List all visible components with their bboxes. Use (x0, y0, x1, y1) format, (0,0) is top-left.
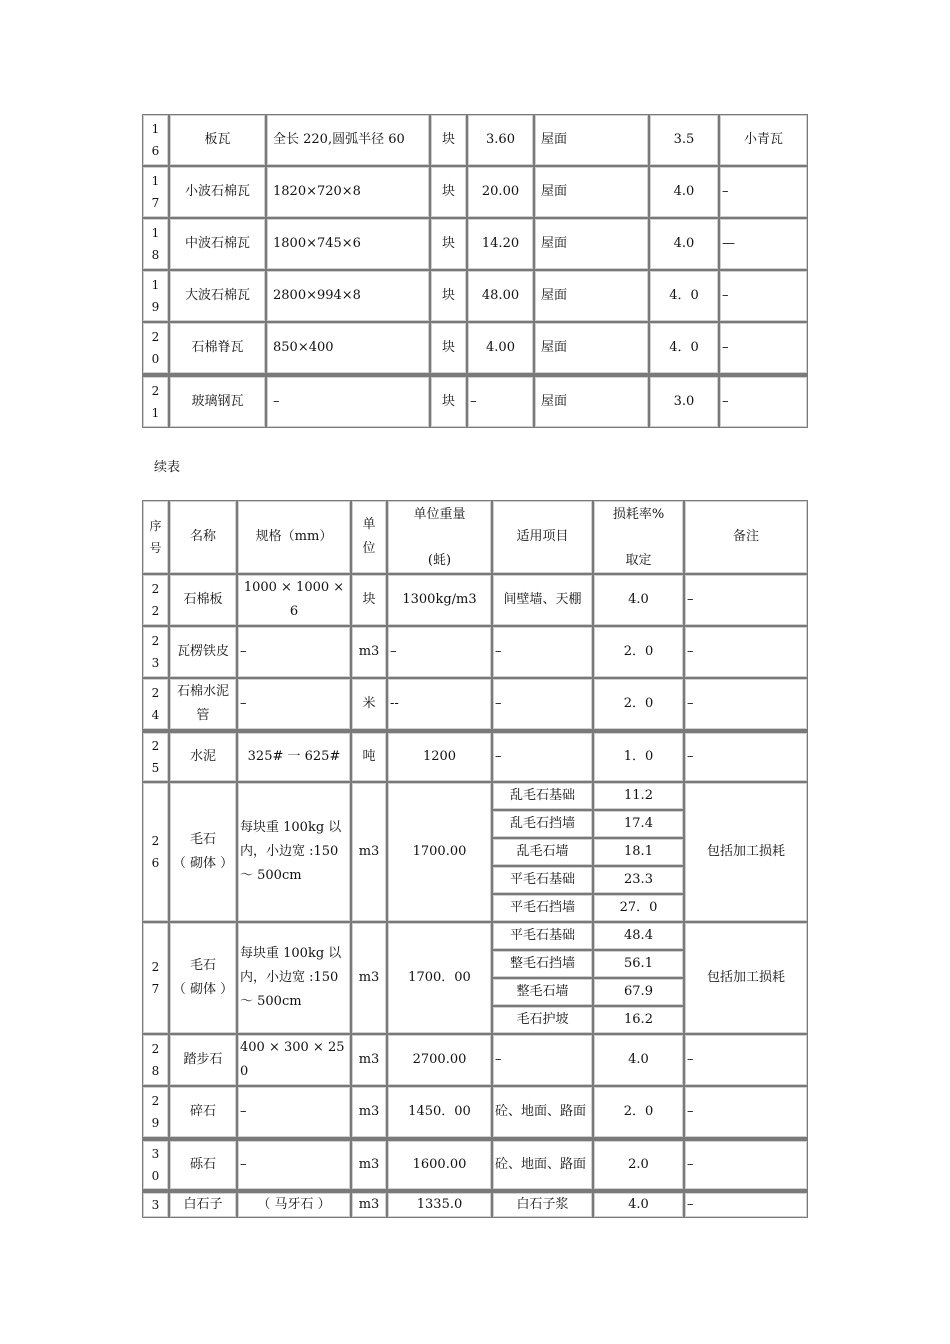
row-name: 碎石 (169, 1086, 237, 1138)
sub-loss: 67.9 (593, 978, 684, 1006)
material-table-part1 (142, 114, 808, 428)
row-seq: 2 1 (142, 374, 169, 428)
row-name: 板瓦 (169, 114, 266, 166)
header-loss: 损耗率% 取定 (593, 500, 684, 574)
row-weight: 1700．00 (387, 922, 492, 1034)
header-weight: 单位重量 (蚝) (387, 500, 492, 574)
row-spec: 400 × 300 × 250 (237, 1034, 351, 1086)
row-loss: 4．0 (649, 322, 719, 374)
row-weight: 4.00 (467, 322, 534, 374)
row-weight: 1300kg/m3 (387, 574, 492, 626)
row-name: 水泥 (169, 730, 237, 782)
row-seq: 2 9 (142, 1086, 169, 1138)
sub-use: 平毛石基础 (492, 922, 593, 950)
row-spec: 1000 × 1000 × 6 (237, 574, 351, 626)
table-row-24 (142, 678, 808, 730)
row-unit: m3 (351, 1086, 387, 1138)
row-note: 包括加工损耗 (684, 922, 808, 1034)
row-note: – (684, 1086, 808, 1138)
header-unit: 单 位 (351, 500, 387, 574)
row-unit: 块 (430, 374, 467, 428)
row-note: 小青瓦 (719, 114, 808, 166)
sub-loss: 17.4 (593, 810, 684, 838)
row-loss: 2．0 (593, 678, 684, 730)
row-name: 石棉脊瓦 (169, 322, 266, 374)
row-unit: 块 (430, 218, 467, 270)
row-spec: 2800×994×8 (266, 270, 430, 322)
row-name: 石棉水泥管 (169, 678, 237, 730)
table-row-27 (142, 922, 808, 950)
row-seq: 2 2 (142, 574, 169, 626)
row-seq: 1 7 (142, 166, 169, 218)
row-use: – (492, 678, 593, 730)
sub-use: 平毛石基础 (492, 866, 593, 894)
header-spec: 规格（mm） (237, 500, 351, 574)
row-use: 砼、地面、路面 (492, 1138, 593, 1190)
sub-loss: 16.2 (593, 1006, 684, 1034)
row-use: 屋面 (534, 270, 649, 322)
sub-use: 整毛石挡墙 (492, 950, 593, 978)
table-row-31 (142, 1190, 808, 1218)
row-spec: （ 马牙石 ） (237, 1190, 351, 1218)
row-note: – (684, 1190, 808, 1218)
continued-caption: 续表 (154, 460, 181, 475)
sub-loss: 11.2 (593, 782, 684, 810)
sub-loss: 27．0 (593, 894, 684, 922)
row-unit: m3 (351, 922, 387, 1034)
row-note: – (719, 166, 808, 218)
row-spec: 每块重 100kg 以内，小边宽 :150 ～ 500cm (237, 782, 351, 922)
row-seq: 1 6 (142, 114, 169, 166)
row-spec: 1800×745×6 (266, 218, 430, 270)
row-use: – (492, 626, 593, 678)
row-seq: 2 5 (142, 730, 169, 782)
row-unit: 吨 (351, 730, 387, 782)
row-use: – (492, 1034, 593, 1086)
table-row (142, 114, 808, 166)
row-weight: 1600.00 (387, 1138, 492, 1190)
row-unit: 米 (351, 678, 387, 730)
row-name: 白石子 (169, 1190, 237, 1218)
sub-use: 毛石护坡 (492, 1006, 593, 1034)
row-use: 白石子浆 (492, 1190, 593, 1218)
header-name: 名称 (169, 500, 237, 574)
row-weight: 3.60 (467, 114, 534, 166)
row-use: 屋面 (534, 114, 649, 166)
header-use: 适用项目 (492, 500, 593, 574)
row-note: — (719, 218, 808, 270)
table-row (142, 374, 808, 428)
row-weight: 20.00 (467, 166, 534, 218)
row-unit: 块 (351, 574, 387, 626)
sub-use: 平毛石挡墙 (492, 894, 593, 922)
sub-loss: 48.4 (593, 922, 684, 950)
table-row-23 (142, 626, 808, 678)
header-note: 备注 (684, 500, 808, 574)
row-name: 砾石 (169, 1138, 237, 1190)
row-unit: m3 (351, 1138, 387, 1190)
row-seq: 3 (142, 1190, 169, 1218)
row-weight: 1335.0 (387, 1190, 492, 1218)
row-unit: 块 (430, 322, 467, 374)
row-loss: 4．0 (649, 270, 719, 322)
row-use: 屋面 (534, 166, 649, 218)
row-note: – (684, 678, 808, 730)
row-spec: – (237, 1138, 351, 1190)
row-weight: 1700.00 (387, 782, 492, 922)
sub-use: 整毛石墙 (492, 978, 593, 1006)
row-note: – (719, 322, 808, 374)
row-name: 毛石 （ 砌体 ） (169, 782, 237, 922)
sub-use: 乱毛石挡墙 (492, 810, 593, 838)
table-row (142, 270, 808, 322)
row-name: 石棉板 (169, 574, 237, 626)
row-unit: 块 (430, 166, 467, 218)
row-weight: 2700.00 (387, 1034, 492, 1086)
row-weight: 1200 (387, 730, 492, 782)
row-loss: 2．0 (593, 1086, 684, 1138)
row-note: – (684, 574, 808, 626)
sub-loss: 23.3 (593, 866, 684, 894)
row-spec: – (237, 1086, 351, 1138)
row-name: 毛石 （ 砌体 ） (169, 922, 237, 1034)
row-seq: 2 3 (142, 626, 169, 678)
row-spec: 全长 220,圆弧半径 60 (266, 114, 430, 166)
row-loss: 4.0 (649, 218, 719, 270)
row-weight: 1450．00 (387, 1086, 492, 1138)
row-seq: 2 0 (142, 322, 169, 374)
row-unit: m3 (351, 626, 387, 678)
sub-use: 乱毛石基础 (492, 782, 593, 810)
row-seq: 1 9 (142, 270, 169, 322)
row-name: 大波石棉瓦 (169, 270, 266, 322)
row-loss: 1．0 (593, 730, 684, 782)
row-use: 屋面 (534, 218, 649, 270)
row-weight: – (387, 626, 492, 678)
sub-use: 乱毛石墙 (492, 838, 593, 866)
row-loss: 2.0 (593, 1138, 684, 1190)
table-row-26 (142, 782, 808, 810)
row-loss: 4.0 (649, 166, 719, 218)
row-unit: 块 (430, 270, 467, 322)
table-row-30 (142, 1138, 808, 1190)
row-note: – (719, 270, 808, 322)
row-spec: 325# 一 625# (237, 730, 351, 782)
row-spec: 每块重 100kg 以内，小边宽 :150 ～ 500cm (237, 922, 351, 1034)
row-use: 间壁墙、天棚 (492, 574, 593, 626)
row-seq: 2 8 (142, 1034, 169, 1086)
row-spec: 850×400 (266, 322, 430, 374)
row-use: 屋面 (534, 322, 649, 374)
row-name: 踏步石 (169, 1034, 237, 1086)
row-name: 中波石棉瓦 (169, 218, 266, 270)
table-row-25 (142, 730, 808, 782)
row-seq: 2 7 (142, 922, 169, 1034)
table1-body (142, 114, 808, 428)
sub-loss: 56.1 (593, 950, 684, 978)
row-weight: -- (387, 678, 492, 730)
row-note: – (684, 1034, 808, 1086)
row-note: – (684, 626, 808, 678)
table-row (142, 322, 808, 374)
sub-loss: 18.1 (593, 838, 684, 866)
row-note: 包括加工损耗 (684, 782, 808, 922)
row-weight: 48.00 (467, 270, 534, 322)
row-note: – (719, 374, 808, 428)
row-unit: m3 (351, 782, 387, 922)
row-use: 砼、地面、路面 (492, 1086, 593, 1138)
row-seq: 3 0 (142, 1138, 169, 1190)
row-weight: 14.20 (467, 218, 534, 270)
row-use: – (492, 730, 593, 782)
row-seq: 1 8 (142, 218, 169, 270)
table-row (142, 166, 808, 218)
material-table-part2 (142, 500, 808, 1218)
row-spec: 1820×720×8 (266, 166, 430, 218)
table2-header-row (142, 500, 808, 574)
row-seq: 2 6 (142, 782, 169, 922)
row-note: – (684, 730, 808, 782)
row-loss: 4.0 (593, 1034, 684, 1086)
row-loss: 3.5 (649, 114, 719, 166)
row-name: 小波石棉瓦 (169, 166, 266, 218)
row-weight: – (467, 374, 534, 428)
row-name: 玻璃钢瓦 (169, 374, 266, 428)
table-row-22 (142, 574, 808, 626)
row-unit: m3 (351, 1190, 387, 1218)
table-row-29 (142, 1086, 808, 1138)
row-spec: – (237, 626, 351, 678)
row-loss: 4.0 (593, 574, 684, 626)
table-row-28 (142, 1034, 808, 1086)
row-seq: 2 4 (142, 678, 169, 730)
row-loss: 2．0 (593, 626, 684, 678)
row-unit: 块 (430, 114, 467, 166)
row-spec: – (266, 374, 430, 428)
row-spec: – (237, 678, 351, 730)
row-name: 瓦楞铁皮 (169, 626, 237, 678)
row-unit: m3 (351, 1034, 387, 1086)
row-use: 屋面 (534, 374, 649, 428)
row-loss: 4.0 (593, 1190, 684, 1218)
header-seq: 序 号 (142, 500, 169, 574)
row-loss: 3.0 (649, 374, 719, 428)
table-row (142, 218, 808, 270)
row-note: – (684, 1138, 808, 1190)
